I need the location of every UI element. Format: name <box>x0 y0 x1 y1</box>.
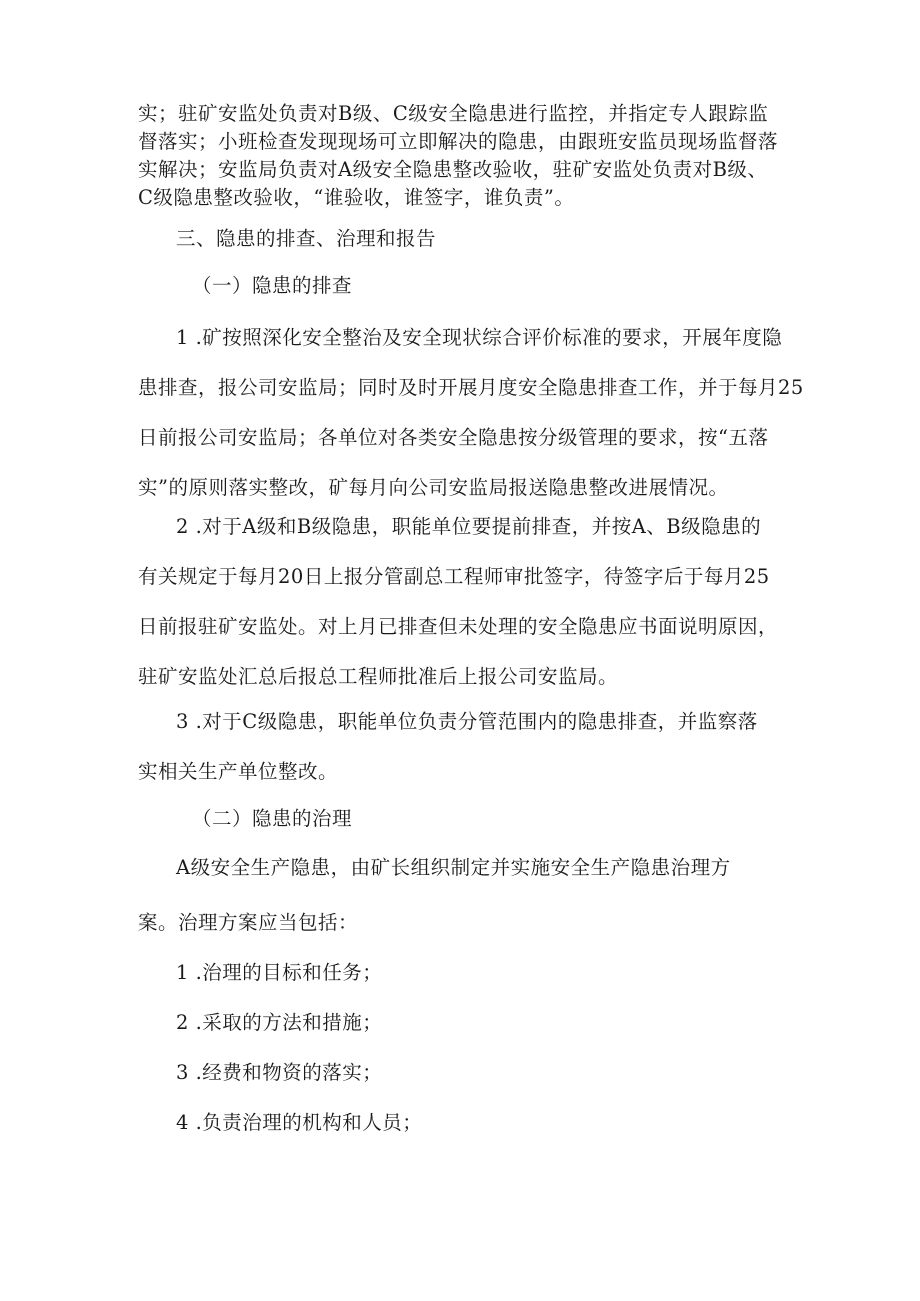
paragraph-line: C级隐患整改验收，“谁验收，谁签字，谁负责”。 <box>138 186 575 209</box>
subsection-heading-treatment: （二）隐患的治理 <box>192 807 353 830</box>
paragraph-line: 实相关生产单位整改。 <box>138 760 339 783</box>
plan-item: 2 .采取的方法和措施； <box>176 1011 383 1034</box>
subsection-heading-investigation: （一）隐患的排查 <box>192 274 353 297</box>
continuation-paragraph <box>138 100 788 212</box>
paragraph-line: 有关规定于每月20日上报分管副总工程师审批签字，待签字后于每月25 <box>138 565 770 588</box>
paragraph-line: 患排查，报公司安监局；同时及时开展月度安全隐患排查工作，并于每月25 <box>138 376 804 399</box>
item-1-paragraph <box>138 313 804 513</box>
paragraph-line: 驻矿安监处汇总后报总工程师批准后上报公司安监局。 <box>138 665 619 688</box>
plan-item: 3 .经费和物资的落实； <box>176 1061 383 1084</box>
paragraph-line: 实；驻矿安监处负责对B级、C级安全隐患进行监控，并指定专人跟踪监 <box>138 102 769 125</box>
paragraph-line: 2 .对于A级和B级隐患，职能单位要提前排查，并按A、B级隐患的 <box>176 515 762 538</box>
a-level-line-1: A级安全生产隐患，由矿长组织制定并实施安全生产隐患治理方 <box>176 856 731 879</box>
paragraph-line: 日前报公司安监局；各单位对各类安全隐患按分级管理的要求，按“五落 <box>138 426 769 449</box>
item-2-paragraph <box>138 502 788 702</box>
paragraph-line: 实”的原则落实整改，矿每月向公司安监局报送隐患整改进展情况。 <box>138 476 729 499</box>
paragraph-line: 3 .对于C级隐患，职能单位负责分管范围内的隐患排查，并监察落 <box>176 710 758 733</box>
plan-item: 1 .治理的目标和任务； <box>176 961 383 984</box>
plan-item: 4 .负责治理的机构和人员； <box>176 1111 423 1134</box>
item-3-paragraph <box>138 697 788 797</box>
paragraph-line: 督落实；小班检查发现现场可立即解决的隐患，由跟班安监员现场监督落 <box>138 130 779 153</box>
paragraph-line: 日前报驻矿安监处。对上月已排查但未处理的安全隐患应书面说明原因， <box>138 615 779 638</box>
paragraph-line: 1 .矿按照深化安全整治及安全现状综合评价标准的要求，开展年度隐 <box>176 326 783 349</box>
a-level-line-2: 案。治理方案应当包括： <box>138 911 359 934</box>
paragraph-line: 实解决；安监局负责对A级安全隐患整改验收，驻矿安监处负责对B级、 <box>138 158 768 181</box>
section-heading: 三、隐患的排查、治理和报告 <box>176 227 437 250</box>
